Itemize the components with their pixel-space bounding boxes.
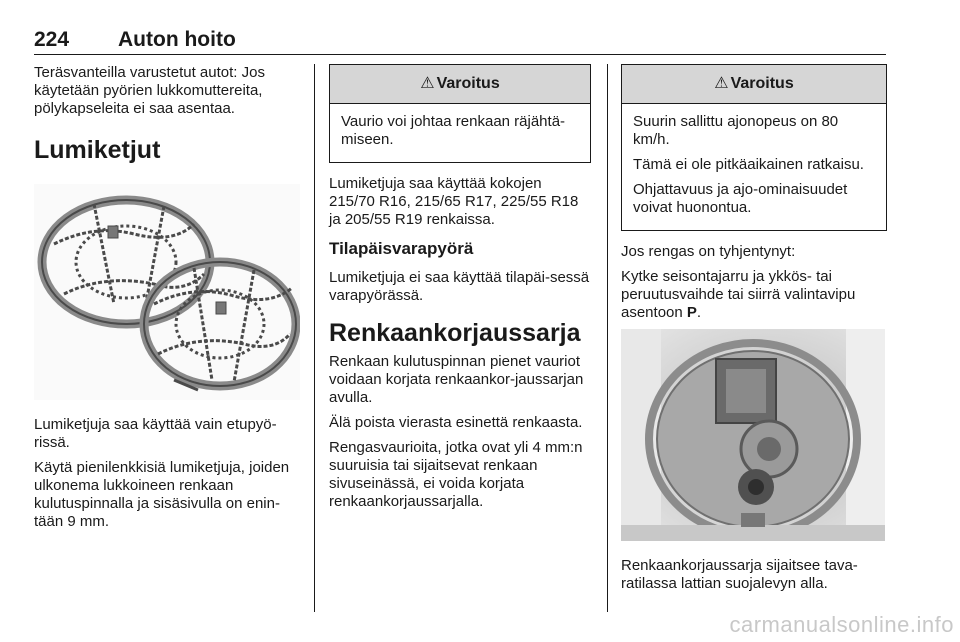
repair-kit-text-2: Älä poista vierasta esinettä renkaasta. [329, 414, 583, 431]
warning-triangle-icon: ⚠ [420, 75, 435, 92]
warning-title: Varoitus [730, 75, 794, 92]
column-divider [314, 64, 315, 612]
spare-wheel-text: Lumiketjuja ei saa käyttää tilapäi-sessä varapyörässä. [329, 269, 590, 304]
trunk-repair-kit-photo [621, 329, 885, 541]
section-heading-snow-chains: Lumiketjut [34, 136, 161, 164]
warning-title: Varoitus [436, 75, 500, 92]
warning-line: Suurin sallittu ajonopeus on 80 km/h. [633, 113, 839, 148]
front-wheels-text: Lumiketjuja saa käyttää vain etupyö-rissä. [34, 416, 277, 451]
column-1 [34, 64, 300, 538]
repair-kit-text-1: Renkaan kulutuspinnan pienet vauriot voidaan korjata renkaankor-jaussarjan avulla. [329, 353, 584, 406]
column-2 [329, 64, 591, 518]
chain-sizes-text: Lumiketjuja saa käyttää kokojen 215/70 R16, 215/65 R17, 225/55 R18 ja 205/55 R19 renkaissa. [329, 175, 579, 228]
warning-triangle-icon: ⚠ [714, 75, 729, 92]
warning-line: Tämä ei ole pitkäaikainen ratkaisu. [633, 156, 864, 173]
parking-brake-instruction: Kytke seisontajarru ja ykkös- tai peruutusvaihde tai siirrä valintavipu asentoon P. [621, 268, 856, 321]
repair-kit-text-3: Rengasvaurioita, jotka ovat yli 4 mm:n suuruisia tai sijaitsevat renkaan sivuseinässä, ei voida korjata renkaankorjaussarjalla. [329, 439, 583, 510]
intro-text: Teräsvanteilla varustetut autot: Jos käytetään pyörien lukkomuttereita, pölykapseleita ei saa asentaa. [34, 64, 265, 117]
warning-box [329, 64, 591, 163]
snow-chains-illustration [34, 184, 300, 400]
section-heading-spare-wheel: Tilapäisvarapyörä [329, 239, 474, 258]
repair-kit-location-caption: Renkaankorjaussarja sijaitsee tava-ratilassa lattian suojalevyn alla. [621, 557, 858, 592]
warning-line: Ohjattavuus ja ajo-ominaisuudet voivat huonontua. [633, 181, 848, 216]
gear-position-p: P [686, 304, 697, 321]
watermark: carmanualsonline.info [729, 612, 954, 637]
flat-tyre-intro: Jos rengas on tyhjentynyt: [621, 243, 796, 260]
page-number: 224 [34, 28, 70, 51]
small-link-chains-text: Käytä pienilenkkisiä lumiketjuja, joiden ulkonema lukkoineen renkaan kulutuspinnalla ja sisäsivulla on enin-tään 9 mm. [34, 459, 290, 530]
warning-text: Vaurio voi johtaa renkaan räjähtä-miseen. [341, 113, 566, 148]
warning-header [330, 65, 590, 104]
column-3 [621, 64, 887, 600]
section-heading-repair-kit: Renkaankorjaussarja [329, 319, 581, 347]
column-divider [607, 64, 608, 612]
warning-box [621, 64, 887, 231]
chapter-title: Auton hoito [118, 28, 236, 51]
warning-header [622, 65, 886, 104]
page-header [34, 28, 886, 55]
